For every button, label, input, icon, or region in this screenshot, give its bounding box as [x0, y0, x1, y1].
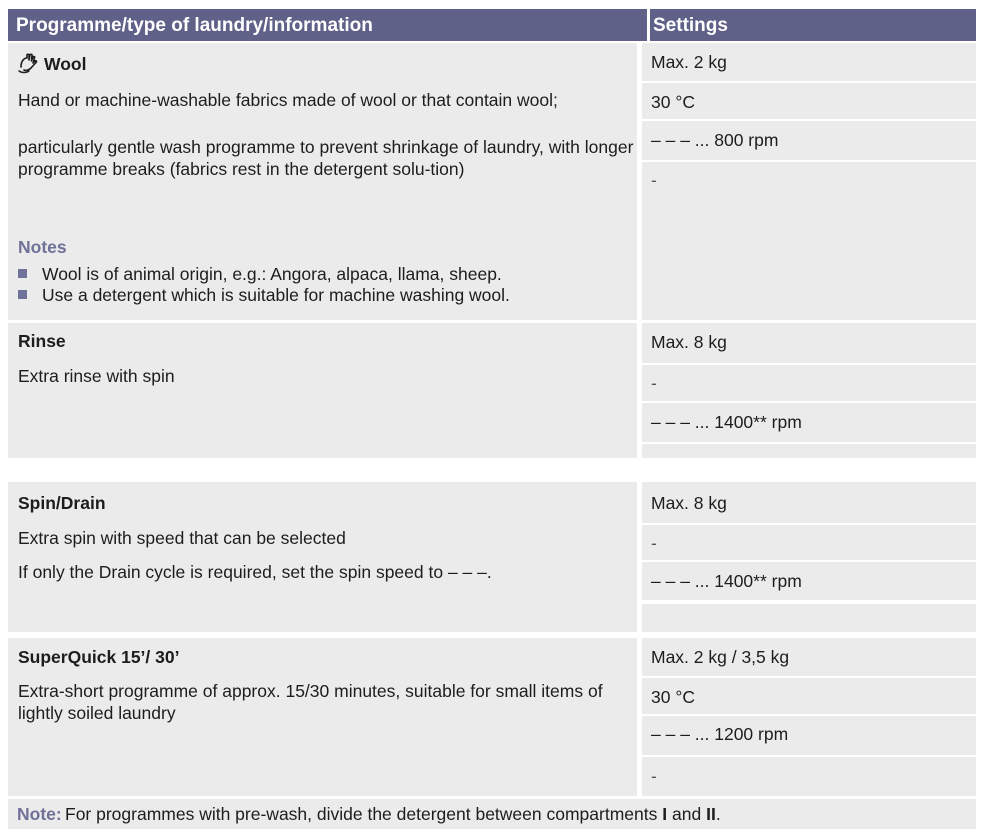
rinse-title: Rinse — [18, 331, 66, 351]
wool-spin: – – – ... 800 rpm — [642, 121, 976, 160]
superquick-temp: 30 °C — [642, 678, 976, 714]
spin-title: Spin/Drain — [18, 493, 106, 513]
rinse-settings — [642, 323, 976, 458]
spin-temp: - — [642, 525, 976, 560]
wool-note-2 — [18, 285, 633, 306]
wool-settings — [642, 43, 976, 320]
header-divider — [647, 9, 650, 41]
superquick-extra: - — [642, 757, 976, 796]
rinse-desc: Extra rinse with spin — [18, 366, 175, 386]
spin-info — [8, 482, 637, 632]
rinse-info — [8, 323, 637, 458]
note-end: . — [715, 804, 721, 824]
bullet-icon — [18, 269, 27, 278]
wool-info — [8, 43, 637, 320]
spin-desc-2: If only the Drain cycle is required, set the spin speed to – – –. — [18, 562, 492, 582]
compartment-1: I — [662, 804, 668, 824]
wool-note-1 — [18, 264, 633, 285]
spin-settings — [642, 482, 976, 632]
wool-load: Max. 2 kg — [642, 43, 976, 81]
wool-title — [18, 52, 86, 80]
wool-note-2-text: Use a detergent which is suitable for machine washing wool. — [42, 285, 510, 305]
header-programme: Programme/type of laundry/information — [16, 15, 373, 36]
rinse-temp: - — [642, 365, 976, 401]
wool-extra: - — [642, 162, 976, 320]
superquick-spin: – – – ... 1200 rpm — [642, 716, 976, 755]
wool-note-1-text: Wool is of animal origin, e.g.: Angora, alpaca, llama, sheep. — [42, 264, 502, 284]
superquick-load: Max. 2 kg / 3,5 kg — [642, 638, 976, 676]
wool-temp: 30 °C — [642, 83, 976, 119]
spin-extra — [642, 604, 976, 632]
rinse-load: Max. 8 kg — [642, 323, 976, 363]
superquick-desc: Extra-short programme of approx. 15/30 minutes, suitable for small items of lightly soiled laundry — [18, 681, 603, 723]
note-label: Note: — [17, 804, 62, 824]
superquick-settings — [642, 638, 976, 796]
hand-wash-icon — [18, 52, 40, 80]
note-text-main: For programmes with pre-wash, divide the detergent between compartments — [65, 804, 658, 824]
superquick-title: SuperQuick 15’/ 30’ — [18, 647, 180, 667]
wool-title-text: Wool — [44, 54, 87, 74]
superquick-info — [8, 638, 637, 796]
note-and: and — [672, 804, 702, 824]
wool-desc-2: particularly gentle wash programme to prevent shrinkage of laundry, with longer programme breaks (fabrics rest in the detergent solu-tion) — [18, 137, 634, 179]
wool-desc-1: Hand or machine-washable fabrics made of wool or that contain wool; — [18, 90, 558, 110]
spin-desc-1: Extra spin with speed that can be selected — [18, 528, 346, 548]
notes-heading: Notes — [18, 237, 67, 257]
rinse-spin: – – – ... 1400** rpm — [642, 403, 976, 442]
footer-note — [8, 799, 976, 829]
bullet-icon — [18, 290, 27, 299]
header-settings: Settings — [653, 15, 728, 36]
rinse-extra — [642, 444, 976, 458]
note-text — [65, 799, 721, 829]
spin-load: Max. 8 kg — [642, 482, 976, 523]
compartment-2: II — [706, 804, 716, 824]
table-header — [8, 9, 976, 41]
spin-speed: – – – ... 1400** rpm — [642, 562, 976, 600]
